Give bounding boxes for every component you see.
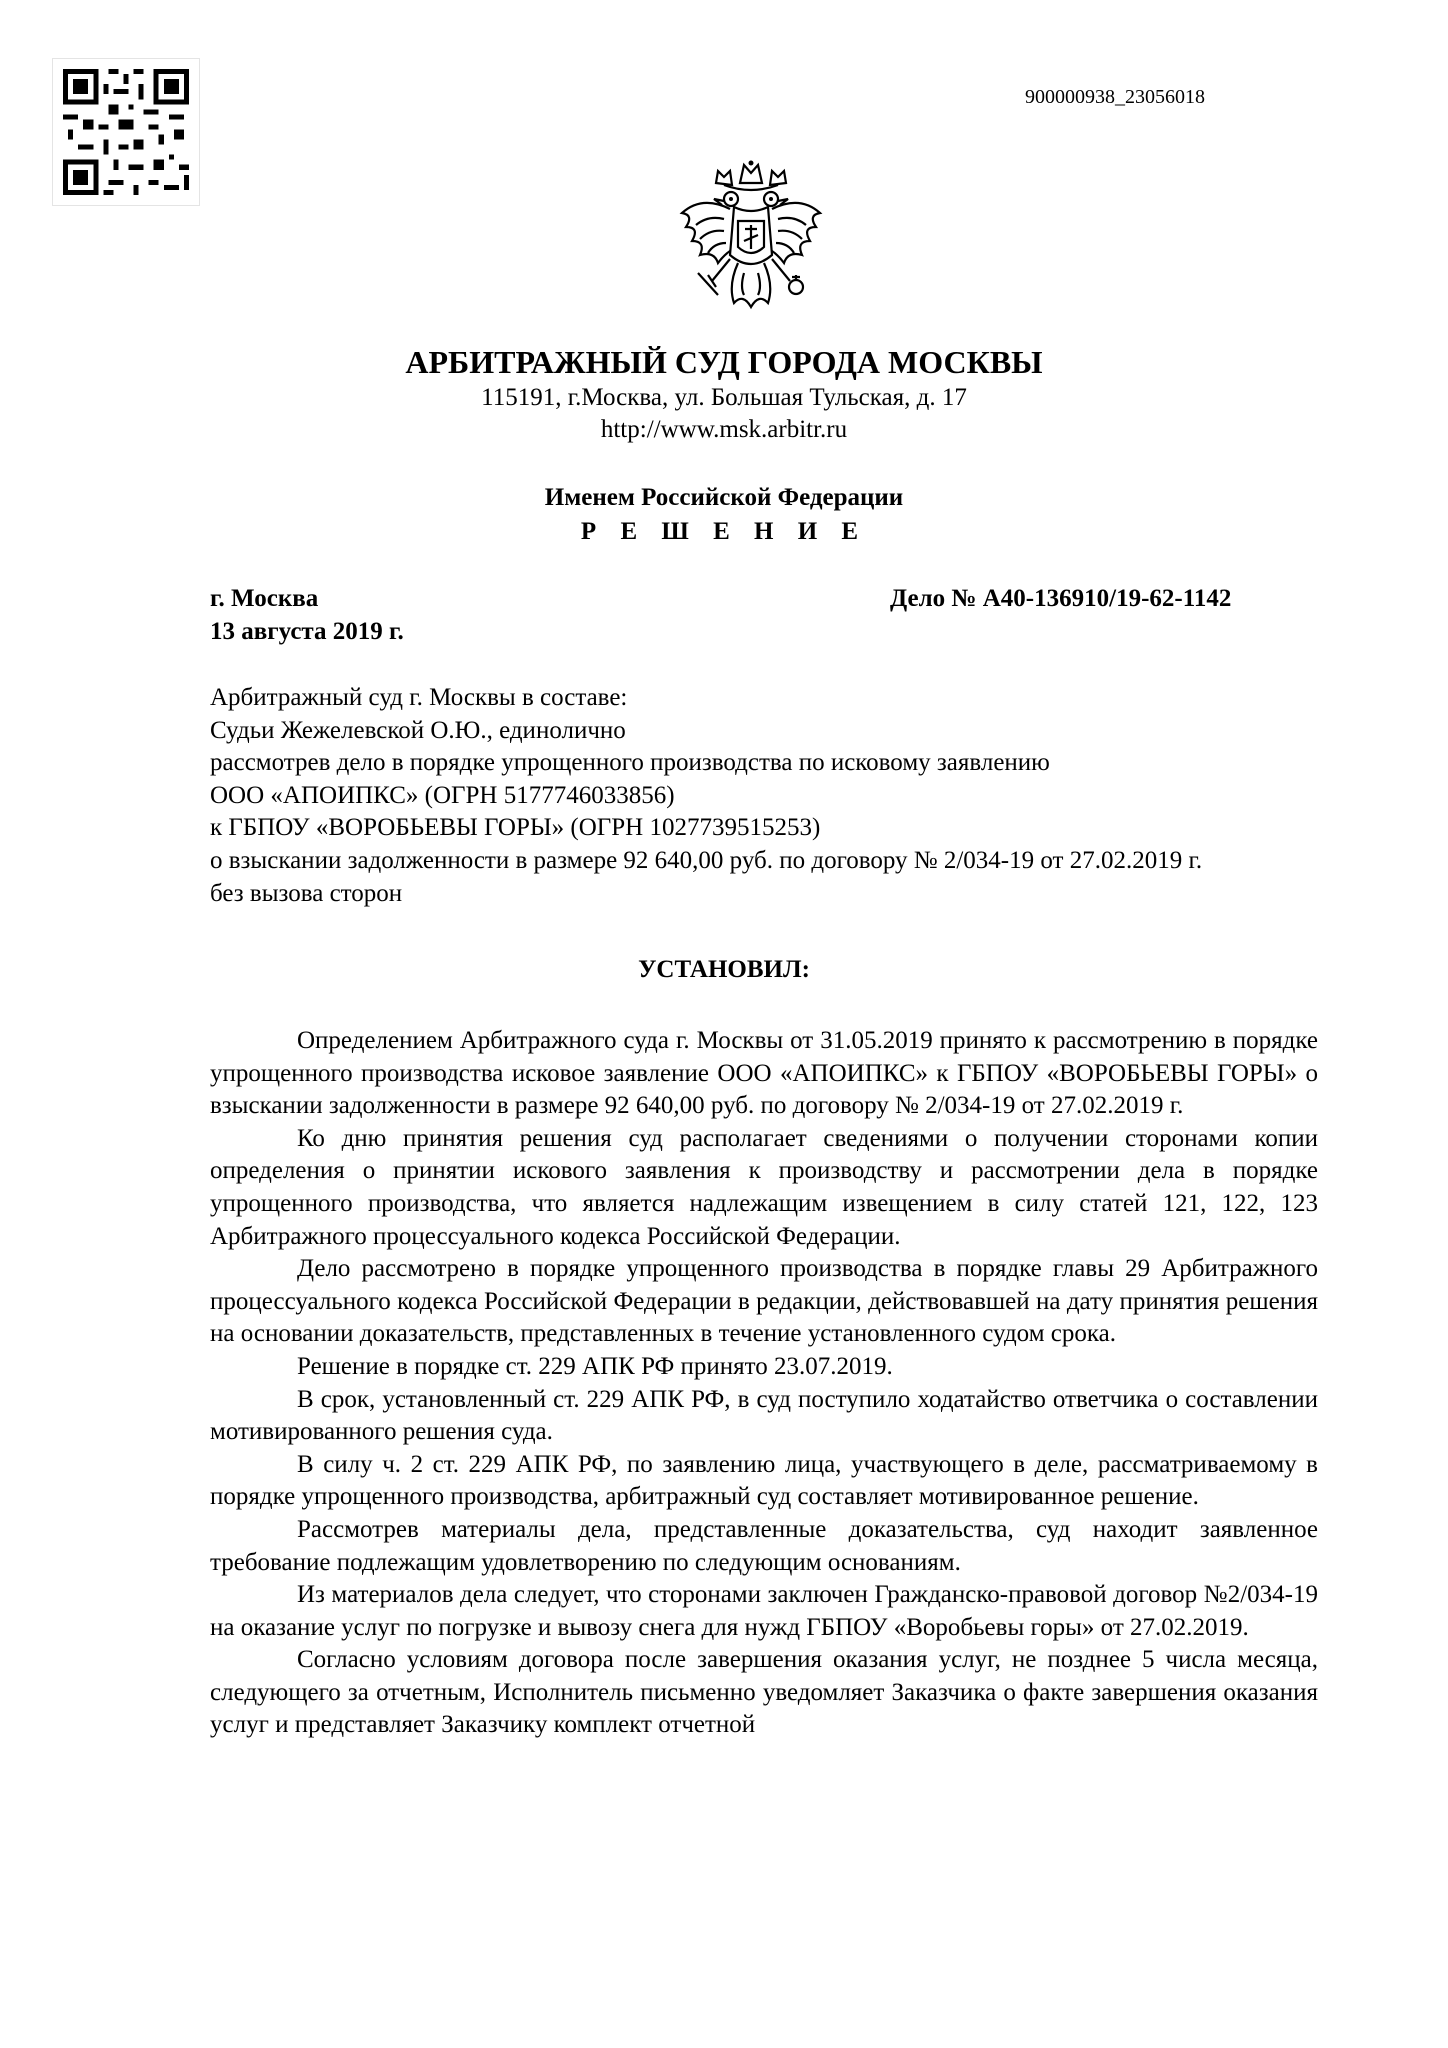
court-name: АРБИТРАЖНЫЙ СУД ГОРОДА МОСКВЫ [405,344,1043,380]
body-paragraph: Рассмотрев материалы дела, представленные доказательства, суд находит заявленное требование подлежащим удовлетворению по следующим основаниям. [210,1515,1318,1576]
qr-code [52,58,200,206]
decision-date: 13 августа 2019 г. [210,618,404,645]
coat-of-arms-emblem [668,155,834,327]
court-website: http://www.msk.arbitr.ru [600,416,848,443]
body-paragraph: В срок, установленный ст. 229 АПК РФ, в суд поступило ходатайство ответчика о составлении мотивированного решения суда. [210,1385,1318,1446]
intro-line: Судьи Жежелевской О.Ю., единолично [210,716,626,744]
body-paragraph: Определением Арбитражного суда г. Москвы от 31.05.2019 принято к рассмотрению в порядке упрощенного производства исковое заявление ООО «АПОИПКС» к ГБПОУ «ВОРОБЬЕВЫ ГОРЫ» о взыскании задолженности в размере 92 640,00 руб. по договору № 2/034-19 от 27.02.2019 г. [210,1027,1318,1120]
court-address: 115191, г.Москва, ул. Большая Тульская, д. 17 [481,384,967,411]
established-heading: УСТАНОВИЛ: [638,956,810,983]
body-paragraph: Ко дню принятия решения суд располагает сведениями о получении сторонами копии определения о принятии искового заявления к производству и рассмотрении дела в порядке упрощенного производства, что является надлежащим извещением в силу статей 121, 122, 123 Арбитражного процессуального кодекса Российской Федерации. [210,1124,1318,1250]
city: г. Москва [210,585,319,612]
intro-line: Арбитражный суд г. Москвы в составе: [210,684,628,711]
in-name-of-federation: Именем Российской Федерации [544,484,904,511]
intro-line: о взыскании задолженности в размере 92 640,00 руб. по договору № 2/034-19 от 27.02.2019 г. [210,846,1203,874]
intro-line: без вызова сторон [210,879,403,907]
intro-block [210,682,1318,910]
document-id: 900000938_23056018 [1025,86,1205,108]
body-paragraph: Из материалов дела следует, что сторонами заключен Гражданско-правовой договор №2/034-19 на оказание услуг по погрузке и вывозу снега для нужд ГБПОУ «Воробьевы горы» от 27.02.2019. [210,1581,1318,1641]
decision-title: Р Е Ш Е Н И Е [580,518,868,545]
body-paragraph: Дело рассмотрено в порядке упрощенного производства в порядке главы 29 Арбитражного процессуального кодекса Российской Федерации в редакции, действовавшей на дату принятия решения на основании доказательств, представленных в течение установленного судом срока. [210,1255,1318,1348]
intro-line: рассмотрев дело в порядке упрощенного производства по исковому заявлению [210,749,1050,777]
decision-body [210,1025,1318,1742]
intro-line: к ГБПОУ «ВОРОБЬЕВЫ ГОРЫ» (ОГРН 1027739515253) [210,814,821,842]
body-paragraph: Решение в порядке ст. 229 АПК РФ принято 23.07.2019. [297,1352,893,1380]
intro-line: ООО «АПОИПКС» (ОГРН 5177746033856) [210,781,675,809]
body-paragraph: В силу ч. 2 ст. 229 АПК РФ, по заявлению лица, участвующего в деле, рассматриваемому в порядке упрощенного производства, арбитражный суд составляет мотивированное решение. [210,1450,1318,1511]
case-number: Дело № А40-136910/19-62-1142 [890,585,1232,612]
body-paragraph: Согласно условиям договора после завершения оказания услуг, не позднее 5 числа месяца, следующего за отчетным, Исполнитель письменно уведомляет Заказчика о факте завершения оказания услуг и представляет Заказчику комплект отчетной [210,1646,1318,1739]
